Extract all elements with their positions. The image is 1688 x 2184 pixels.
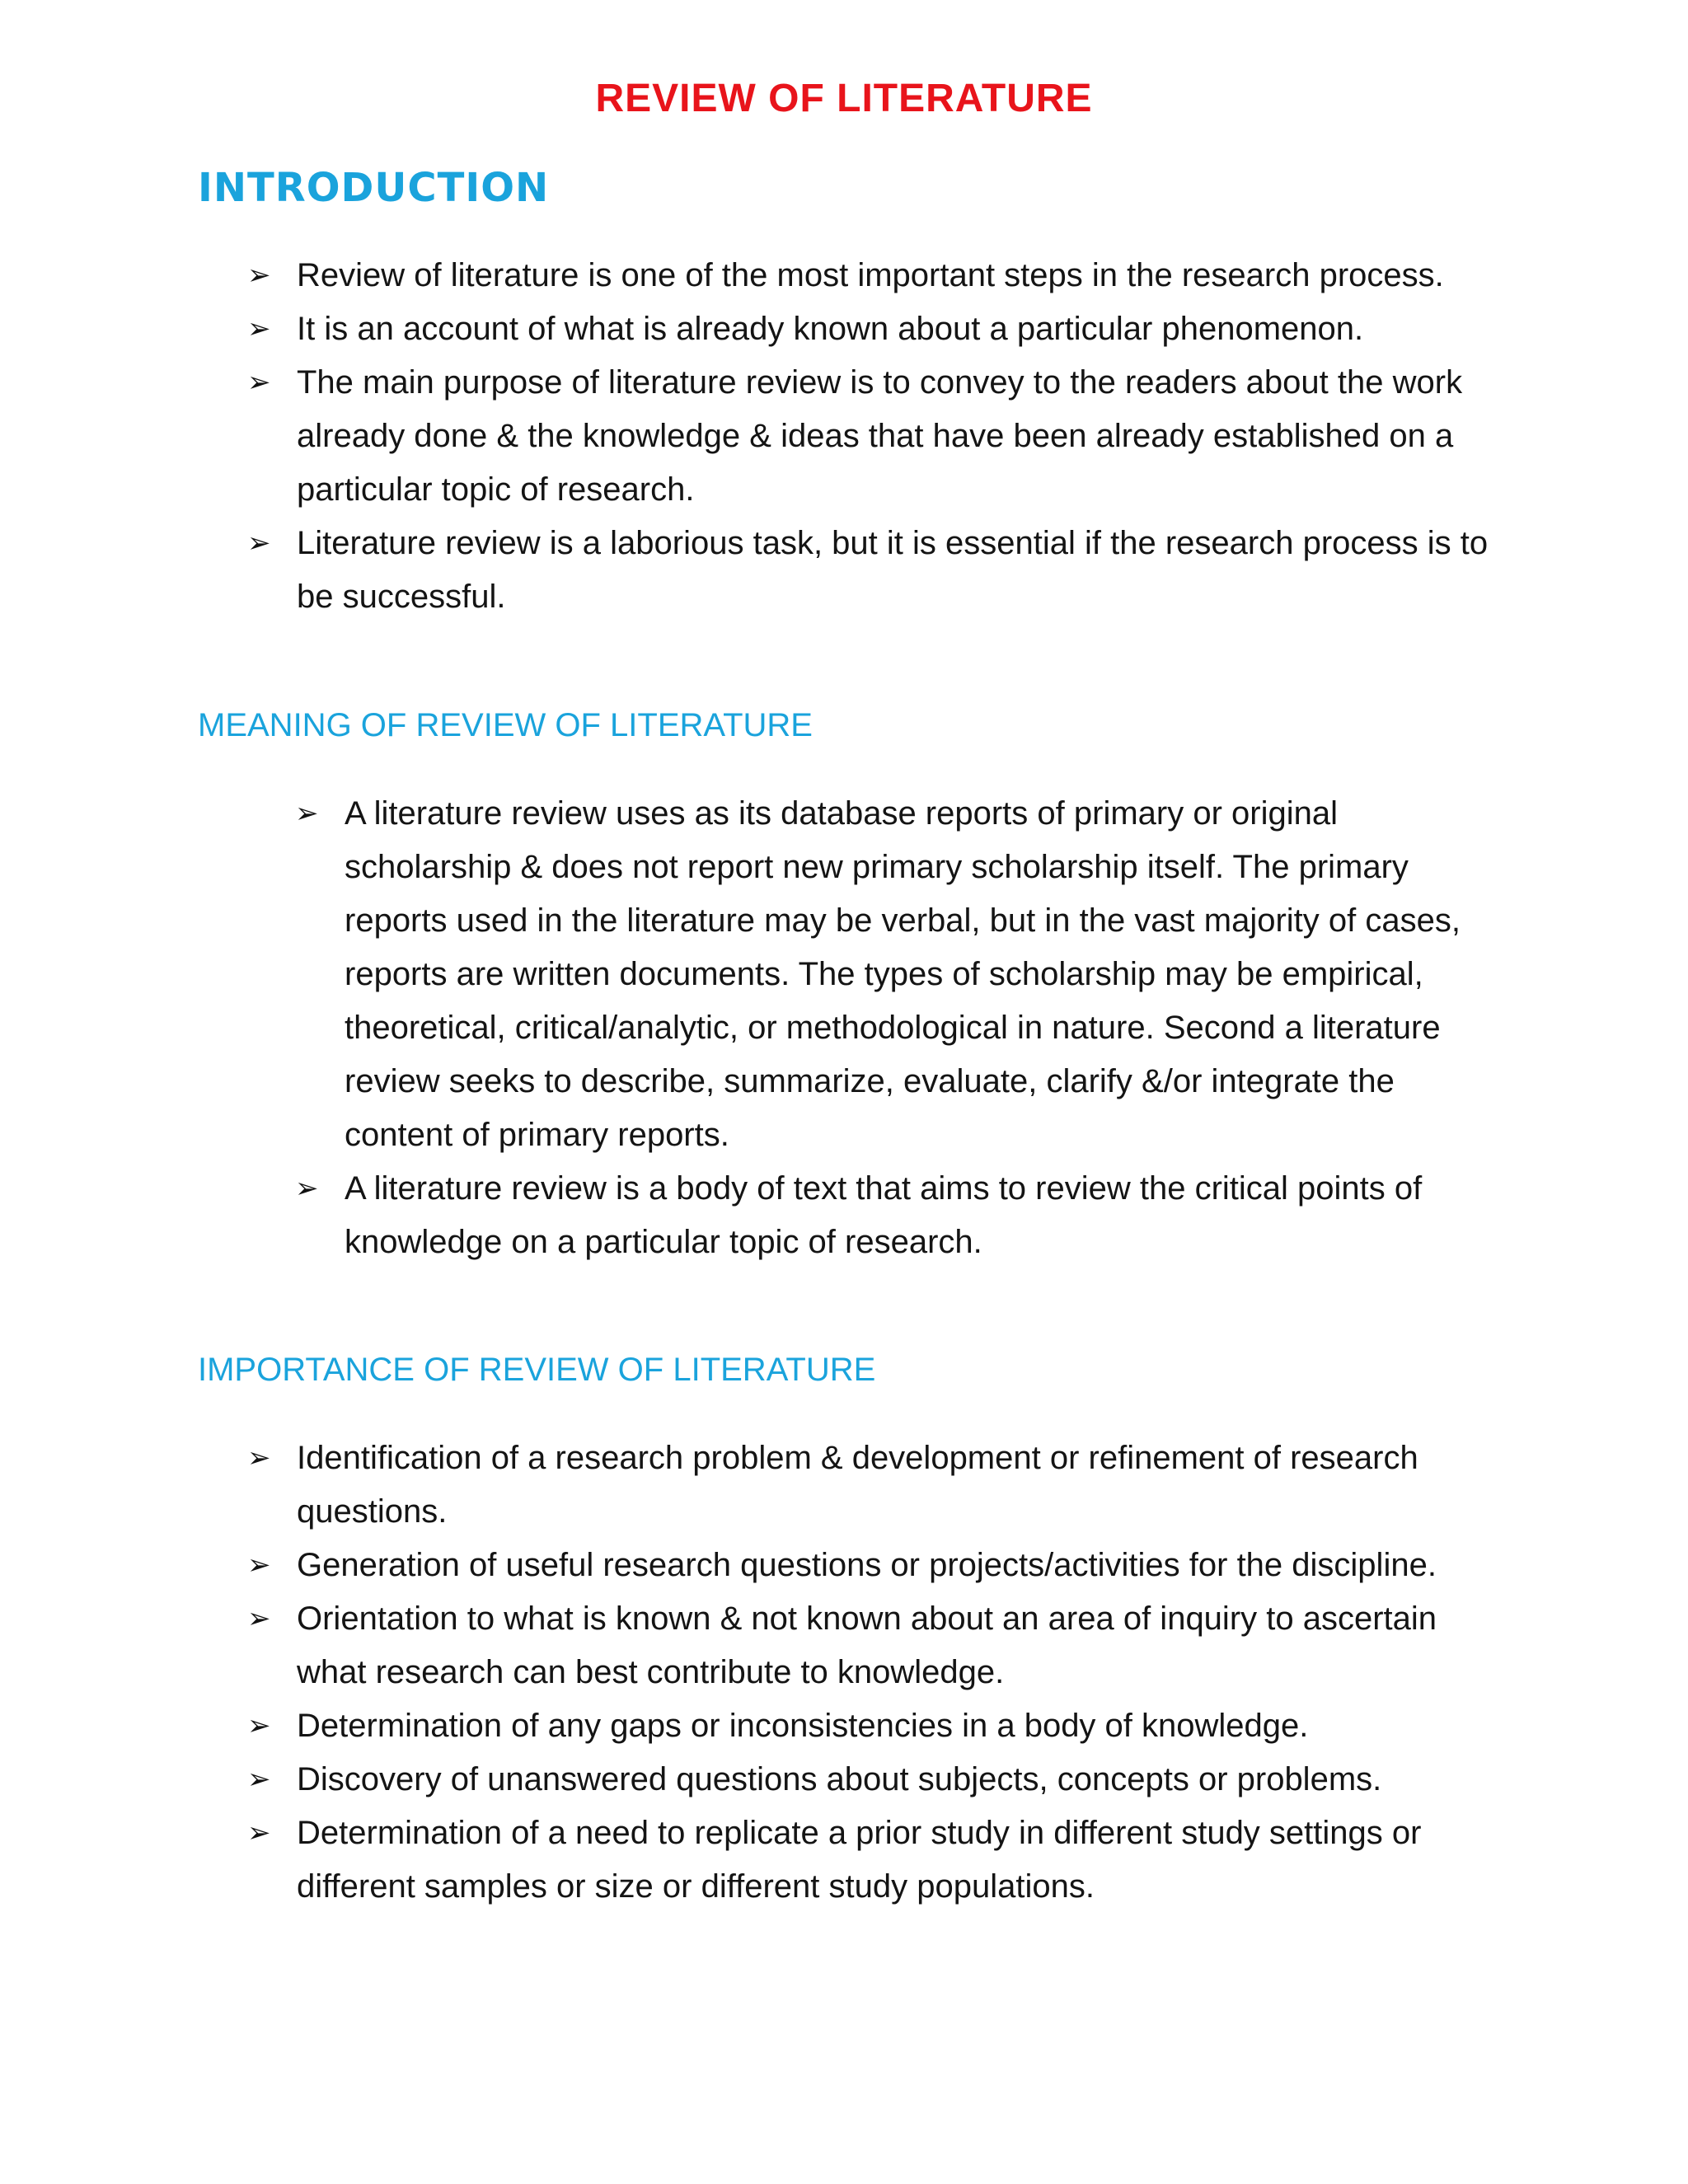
document-title: REVIEW OF LITERATURE — [595, 77, 1093, 120]
list-item-text: Determination of a need to replicate a prior study in different study settings or different samples or size or different study populations. — [297, 1815, 1422, 1905]
arrow-bullet-icon: ➢ — [247, 1602, 271, 1635]
list-item — [247, 1592, 1500, 1699]
list-item — [247, 1807, 1500, 1914]
list-item-text: Identification of a research problem & development or refinement of research questions. — [297, 1440, 1418, 1530]
list-item — [247, 1699, 1500, 1753]
list-item-text: Discovery of unanswered questions about subjects, concepts or problems. — [297, 1761, 1382, 1797]
list-item-text: The main purpose of literature review is to convey to the readers about the work already done & the knowledge & ideas that have been already established on a particular topic of research. — [297, 364, 1463, 508]
list-item-text: Determination of any gaps or inconsistencies in a body of knowledge. — [297, 1708, 1309, 1744]
arrow-bullet-icon: ➢ — [247, 1709, 271, 1742]
list-item — [247, 1753, 1500, 1807]
list-item — [247, 1432, 1500, 1539]
arrow-bullet-icon: ➢ — [247, 1763, 271, 1796]
arrow-bullet-icon: ➢ — [247, 259, 271, 292]
meaning-heading: MEANING OF REVIEW OF LITERATURE — [198, 707, 813, 743]
list-item-text: Orientation to what is known & not known about an area of inquiry to ascertain what research can best contribute to knowledge. — [297, 1601, 1437, 1690]
list-item — [295, 787, 1498, 1162]
list-item — [247, 249, 1500, 302]
list-item — [247, 302, 1500, 356]
arrow-bullet-icon: ➢ — [247, 1816, 271, 1849]
arrow-bullet-icon: ➢ — [247, 1441, 271, 1474]
meaning-list — [295, 787, 1498, 1269]
arrow-bullet-icon: ➢ — [247, 366, 271, 399]
list-item-text: It is an account of what is already known about a particular phenomenon. — [297, 311, 1364, 347]
arrow-bullet-icon: ➢ — [295, 797, 319, 830]
list-item-text: A literature review uses as its database reports of primary or original scholarship & does not report new primary scholarship itself. The primary reports used in the literature may be verbal, but in the vast majority of cases, reports are written documents. The types of scholarship may be empirical, theoretical, critical/analytic, or methodological in nature. Second a literature review seeks to describe, summarize, evaluate, clarify &/or integrate the content of primary reports. — [345, 795, 1461, 1153]
list-item-text: Review of literature is one of the most important steps in the research process. — [297, 257, 1444, 293]
introduction-heading: INTRODUCTION — [198, 165, 550, 211]
importance-list — [247, 1432, 1500, 1914]
list-item-text: A literature review is a body of text that aims to review the critical points of knowledge on a particular topic of research. — [345, 1170, 1423, 1260]
list-item-text: Generation of useful research questions or projects/activities for the discipline. — [297, 1547, 1437, 1583]
list-item — [247, 517, 1500, 624]
list-item — [295, 1162, 1498, 1269]
arrow-bullet-icon: ➢ — [247, 1549, 271, 1582]
arrow-bullet-icon: ➢ — [247, 527, 271, 560]
importance-heading: IMPORTANCE OF REVIEW OF LITERATURE — [198, 1352, 876, 1388]
list-item-text: Literature review is a laborious task, but it is essential if the research process is to be successful. — [297, 525, 1489, 615]
arrow-bullet-icon: ➢ — [247, 312, 271, 345]
list-item — [247, 1539, 1500, 1592]
introduction-list — [247, 249, 1500, 624]
arrow-bullet-icon: ➢ — [295, 1172, 319, 1205]
list-item — [247, 356, 1500, 517]
